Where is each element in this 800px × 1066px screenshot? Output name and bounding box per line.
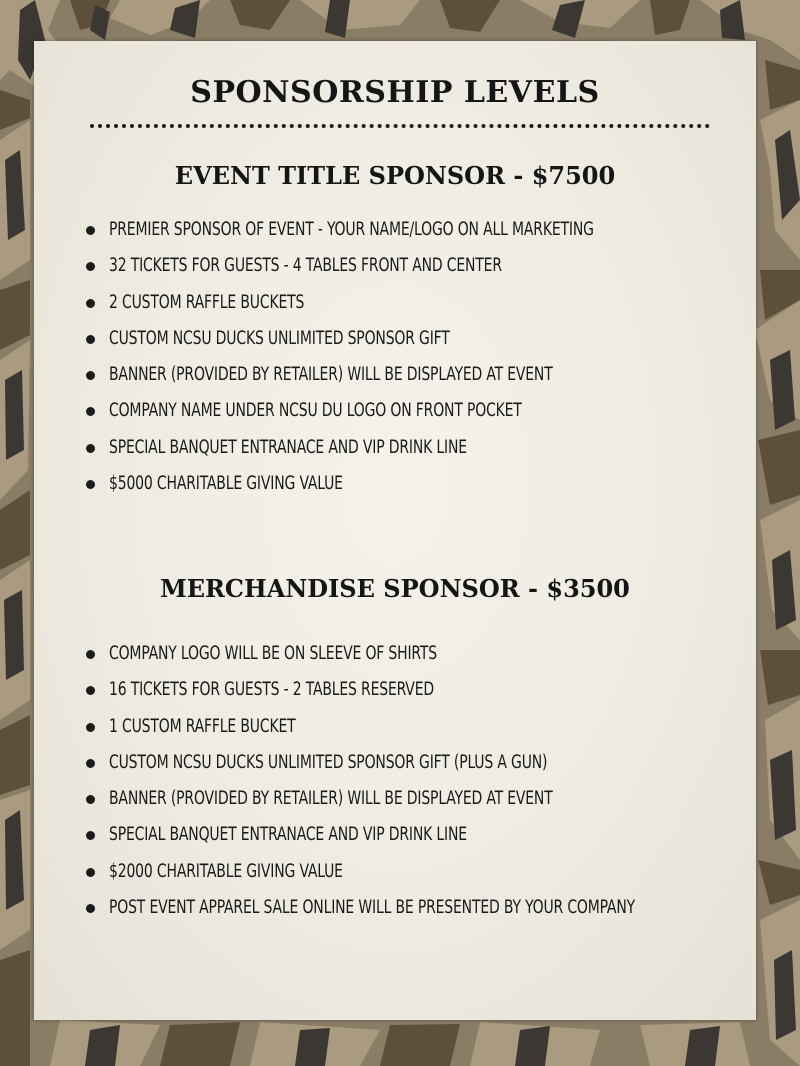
list-item: SPECIAL BANQUET ENTRANACE AND VIP DRINK LINE [34,817,756,853]
bullet-icon [86,831,95,840]
list-item: CUSTOM NCSU DUCKS UNLIMITED SPONSOR GIFT [34,321,756,357]
bullet-icon [86,444,95,453]
bullet-icon [86,335,95,344]
list-item: POST EVENT APPAREL SALE ONLINE WILL BE PRESENTED BY YOUR COMPANY [34,890,756,926]
bullet-icon [86,759,95,768]
bullet-icon [86,407,95,416]
list-item: 16 TICKETS FOR GUESTS - 2 TABLES RESERVED [34,672,756,708]
list-item: $5000 CHARITABLE GIVING VALUE [34,466,756,502]
list-item: 2 CUSTOM RAFFLE BUCKETS [34,285,756,321]
page-title: SPONSORSHIP LEVELS [190,75,600,110]
dotted-divider [90,124,710,128]
bullet-icon [86,795,95,804]
event-title-sponsor-benefits-list [34,212,756,502]
list-item: COMPANY LOGO WILL BE ON SLEEVE OF SHIRTS [34,636,756,672]
section-heading-event-title-sponsor: EVENT TITLE SPONSOR - $7500 [174,161,616,190]
merchandise-sponsor-benefits-list [34,636,756,926]
bullet-icon [86,226,95,235]
bullet-icon [86,686,95,695]
paper-card [34,41,756,1020]
list-item: 1 CUSTOM RAFFLE BUCKET [34,709,756,745]
bullet-icon [86,650,95,659]
bullet-icon [86,262,95,271]
list-item: CUSTOM NCSU DUCKS UNLIMITED SPONSOR GIFT (PLUS A GUN) [34,745,756,781]
bullet-icon [86,371,95,380]
section-heading-merchandise-sponsor: MERCHANDISE SPONSOR - $3500 [160,574,630,603]
list-item: COMPANY NAME UNDER NCSU DU LOGO ON FRONT POCKET [34,393,756,429]
list-item: BANNER (PROVIDED BY RETAILER) WILL BE DISPLAYED AT EVENT [34,781,756,817]
bullet-icon [86,480,95,489]
bullet-icon [86,299,95,308]
list-item: BANNER (PROVIDED BY RETAILER) WILL BE DISPLAYED AT EVENT [34,357,756,393]
list-item: $2000 CHARITABLE GIVING VALUE [34,854,756,890]
list-item: PREMIER SPONSOR OF EVENT - YOUR NAME/LOGO ON ALL MARKETING [34,212,756,248]
list-item: 32 TICKETS FOR GUESTS - 4 TABLES FRONT AND CENTER [34,248,756,284]
bullet-icon [86,868,95,877]
bullet-icon [86,904,95,913]
list-item: SPECIAL BANQUET ENTRANACE AND VIP DRINK LINE [34,430,756,466]
bullet-icon [86,723,95,732]
